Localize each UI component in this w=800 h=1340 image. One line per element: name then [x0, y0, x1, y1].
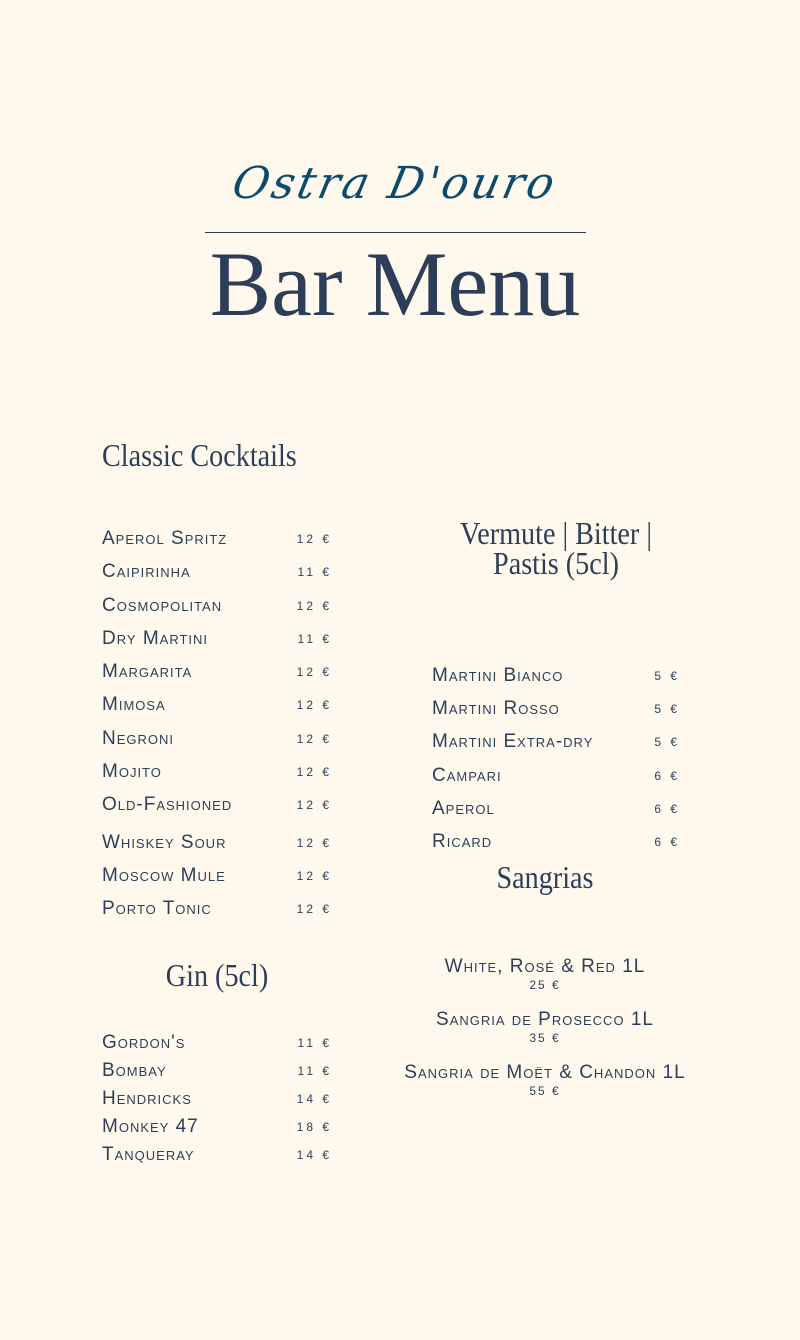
menu-item — [370, 956, 720, 992]
heading-line: Pastis (5cl) — [493, 545, 619, 581]
item-name: Old-Fashioned — [102, 794, 233, 815]
menu-item — [102, 1116, 332, 1138]
menu-item — [102, 728, 332, 750]
section-heading — [447, 515, 665, 581]
item-price: 14 € — [296, 1148, 332, 1162]
menu-item — [102, 1144, 332, 1166]
item-price: 35 € — [529, 1031, 561, 1045]
item-price: 12 € — [296, 698, 332, 712]
menu-item — [102, 595, 332, 617]
menu-item — [102, 898, 332, 920]
menu-item — [432, 731, 680, 753]
item-name: Caipirinha — [102, 561, 191, 582]
menu-item — [102, 1088, 332, 1110]
item-price: 11 € — [297, 1064, 332, 1078]
cocktails-section — [102, 437, 332, 919]
item-name: White, Rosé & Red 1L — [444, 956, 646, 977]
item-name: Porto Tonic — [102, 898, 212, 919]
item-name: Whiskey Sour — [102, 832, 227, 853]
section-heading: Classic Cocktails — [102, 437, 297, 473]
menu-item — [102, 761, 332, 783]
item-price: 55 € — [529, 1084, 561, 1098]
item-name: Martini Rosso — [432, 698, 560, 719]
menu-item — [370, 1009, 720, 1045]
menu-item — [432, 831, 680, 853]
item-name: Cosmopolitan — [102, 595, 223, 616]
item-price: 6 € — [654, 802, 680, 816]
item-name: Bombay — [102, 1060, 167, 1081]
item-name: Dry Martini — [102, 628, 209, 649]
menu-item — [102, 1032, 332, 1054]
item-price: 14 € — [296, 1092, 332, 1106]
item-name: Mojito — [102, 761, 162, 782]
sangrias-section — [370, 859, 720, 1098]
item-price: 5 € — [654, 735, 680, 749]
vermute-section — [432, 515, 680, 852]
item-name: Martini Extra-dry — [432, 731, 594, 752]
item-price: 11 € — [297, 632, 332, 646]
item-price: 11 € — [297, 565, 332, 579]
item-name: Aperol Spritz — [102, 528, 228, 549]
item-name: Tanqueray — [102, 1144, 195, 1165]
item-price: 12 € — [296, 869, 332, 883]
item-price: 11 € — [297, 1036, 332, 1050]
menu-item — [432, 765, 680, 787]
menu-item — [432, 698, 680, 720]
menu-item — [432, 665, 680, 687]
menu-item — [102, 628, 332, 650]
item-price: 18 € — [296, 1120, 332, 1134]
item-name: Gordon's — [102, 1032, 186, 1053]
menu-item — [432, 798, 680, 820]
item-name: Negroni — [102, 728, 175, 749]
item-price: 12 € — [296, 599, 332, 613]
item-name: Hendricks — [102, 1088, 192, 1109]
item-name: Sangria de Prosecco 1L — [436, 1009, 654, 1030]
item-price: 12 € — [296, 836, 332, 850]
item-price: 12 € — [296, 902, 332, 916]
item-price: 12 € — [296, 532, 332, 546]
section-heading: Sangrias — [496, 859, 594, 895]
item-name: Martini Bianco — [432, 665, 564, 686]
item-name: Margarita — [102, 661, 193, 682]
page-title: Bar Menu — [209, 233, 581, 335]
menu-item — [102, 865, 332, 887]
gin-section — [102, 957, 332, 1165]
item-price: 6 € — [654, 769, 680, 783]
item-price: 12 € — [296, 798, 332, 812]
item-name: Ricard — [432, 831, 493, 852]
menu-item — [102, 561, 332, 583]
menu-item — [102, 832, 332, 854]
menu-item — [102, 694, 332, 716]
heading-line: Vermute | Bitter | — [460, 515, 652, 551]
item-name: Campari — [432, 765, 502, 786]
item-price: 6 € — [654, 835, 680, 849]
item-name: Aperol — [432, 798, 495, 819]
menu-item — [102, 661, 332, 683]
item-price: 5 € — [654, 669, 680, 683]
item-name: Sangria de Moët & Chandon 1L — [404, 1062, 686, 1083]
menu-item — [370, 1062, 720, 1098]
section-heading: Gin (5cl) — [165, 957, 269, 993]
item-price: 12 € — [296, 765, 332, 779]
menu-item — [102, 1060, 332, 1082]
menu-item — [102, 528, 332, 550]
item-price: 12 € — [296, 665, 332, 679]
item-price: 25 € — [529, 978, 561, 992]
logo: Ostra D'ouro — [227, 158, 563, 209]
item-name: Mimosa — [102, 694, 166, 715]
item-price: 12 € — [296, 732, 332, 746]
menu-item — [102, 794, 332, 816]
item-name: Monkey 47 — [102, 1116, 199, 1137]
item-price: 5 € — [654, 702, 680, 716]
item-name: Moscow Mule — [102, 865, 226, 886]
